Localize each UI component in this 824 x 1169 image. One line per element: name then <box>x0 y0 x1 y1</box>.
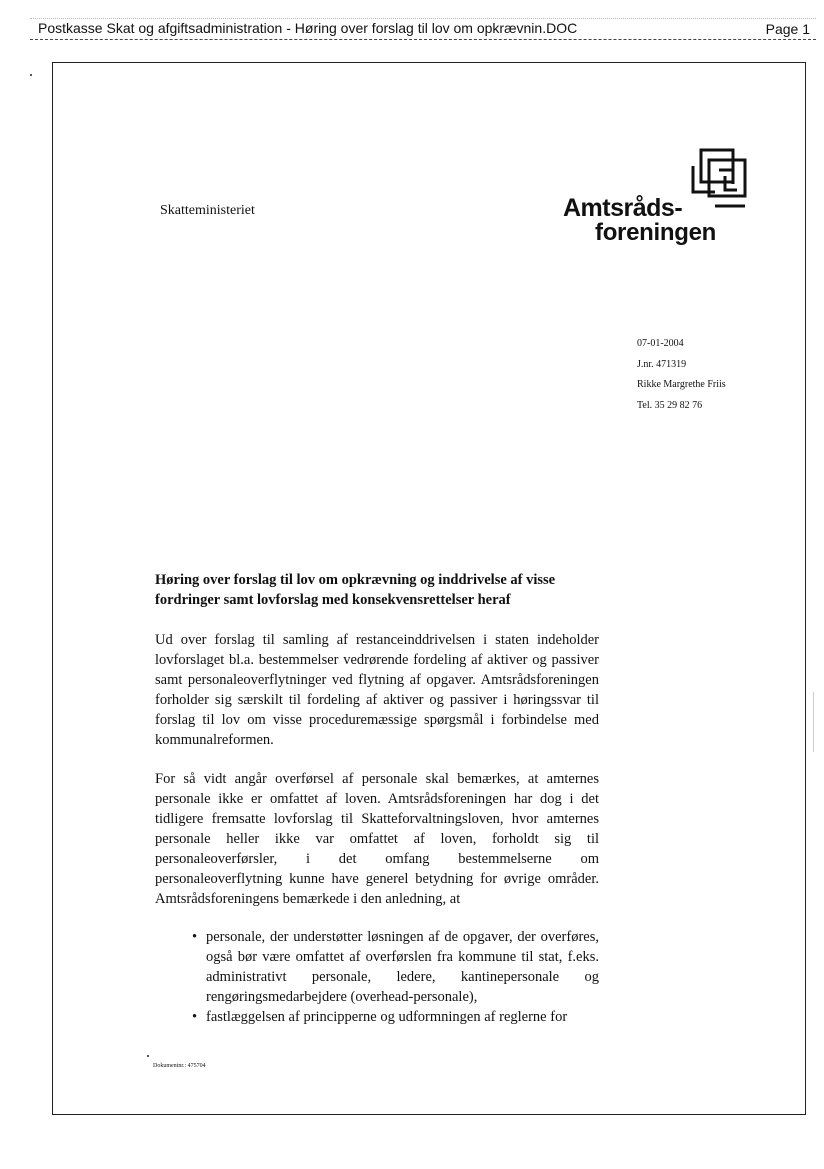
page-number: Page 1 <box>765 21 810 37</box>
reference-block <box>637 334 726 416</box>
recipient: Skatteministeriet <box>160 203 255 218</box>
bullet-list <box>190 927 599 1027</box>
bullet-item <box>190 927 599 1007</box>
organization-logo <box>560 146 750 246</box>
paragraph-1: Ud over forslag til samling af restanceinddrivelsen i staten indeholder lovforslaget bl.a. bestemmelser vedrørende fordeling af aktiver og passiver samt personaleoverflytninger ved flytning af opgaver. Amtsrådsforeningen forholder sig særskilt til fordeling af aktiver og passiver i høringssvar til forslag til lov om visse proceduremæssige spørgsmål i forbindelse med kommunalreformen. <box>155 632 599 748</box>
paragraph-2: For så vidt angår overførsel af personale skal bemærkes, at amternes personale ikke er omfattet af loven. Amtsrådsforeningen har dog i det tidligere fremsatte lovforslag til Skatteforvaltningsloven, hvor amternes personale heller ikke var omfattet af loven, forholdt sig til personaleoverførsler, i det omfang bestemmelserne om personaleoverflytning kunne have generel betydning for øvrige områder. Amtsrådsforeningens bemærkede i den anledning, at <box>155 771 599 907</box>
letter-date: 07-01-2004 <box>637 338 684 349</box>
journal-number: J.nr. 471319 <box>637 358 687 370</box>
bullet-icon: • <box>192 1009 198 1025</box>
contact-phone: Tel. 35 29 82 76 <box>637 399 703 411</box>
fax-header-bar <box>30 18 816 40</box>
contact-person: Rikke Margrethe Friis <box>637 379 726 390</box>
nested-squares-logo-icon <box>685 146 749 208</box>
scan-speck <box>30 74 32 76</box>
scan-mark <box>813 692 814 752</box>
scan-speck <box>147 1055 149 1057</box>
bullet-item <box>190 1007 599 1027</box>
letter-subject: Høring over forslag til lov om opkrævning og inddrivelse af visse fordringer samt lovforslag med konsekvensrettelser heraf <box>155 572 556 608</box>
document-number: Dokumentnr.: 475704 <box>153 1063 206 1069</box>
logo-text-line1: Amtsråds- <box>563 194 683 222</box>
logo-text-line2: foreningen <box>595 219 716 246</box>
bullet-text: personale, der understøtter løsningen af de opgaver, der overføres, også bør være omfattet af overførslen fra kommune til stat, f.eks. administrativt personale, ledere, kantinepersonale og rengøringsmedarbejdere (overhead-personale), <box>206 929 599 1005</box>
bullet-text: fastlæggelsen af principperne og udformningen af reglerne for <box>206 1009 568 1025</box>
document-title: Postkasse Skat og afgiftsadministration - Høring over forslag til lov om opkrævnin.DOC <box>38 20 578 36</box>
bullet-icon: • <box>192 929 198 945</box>
